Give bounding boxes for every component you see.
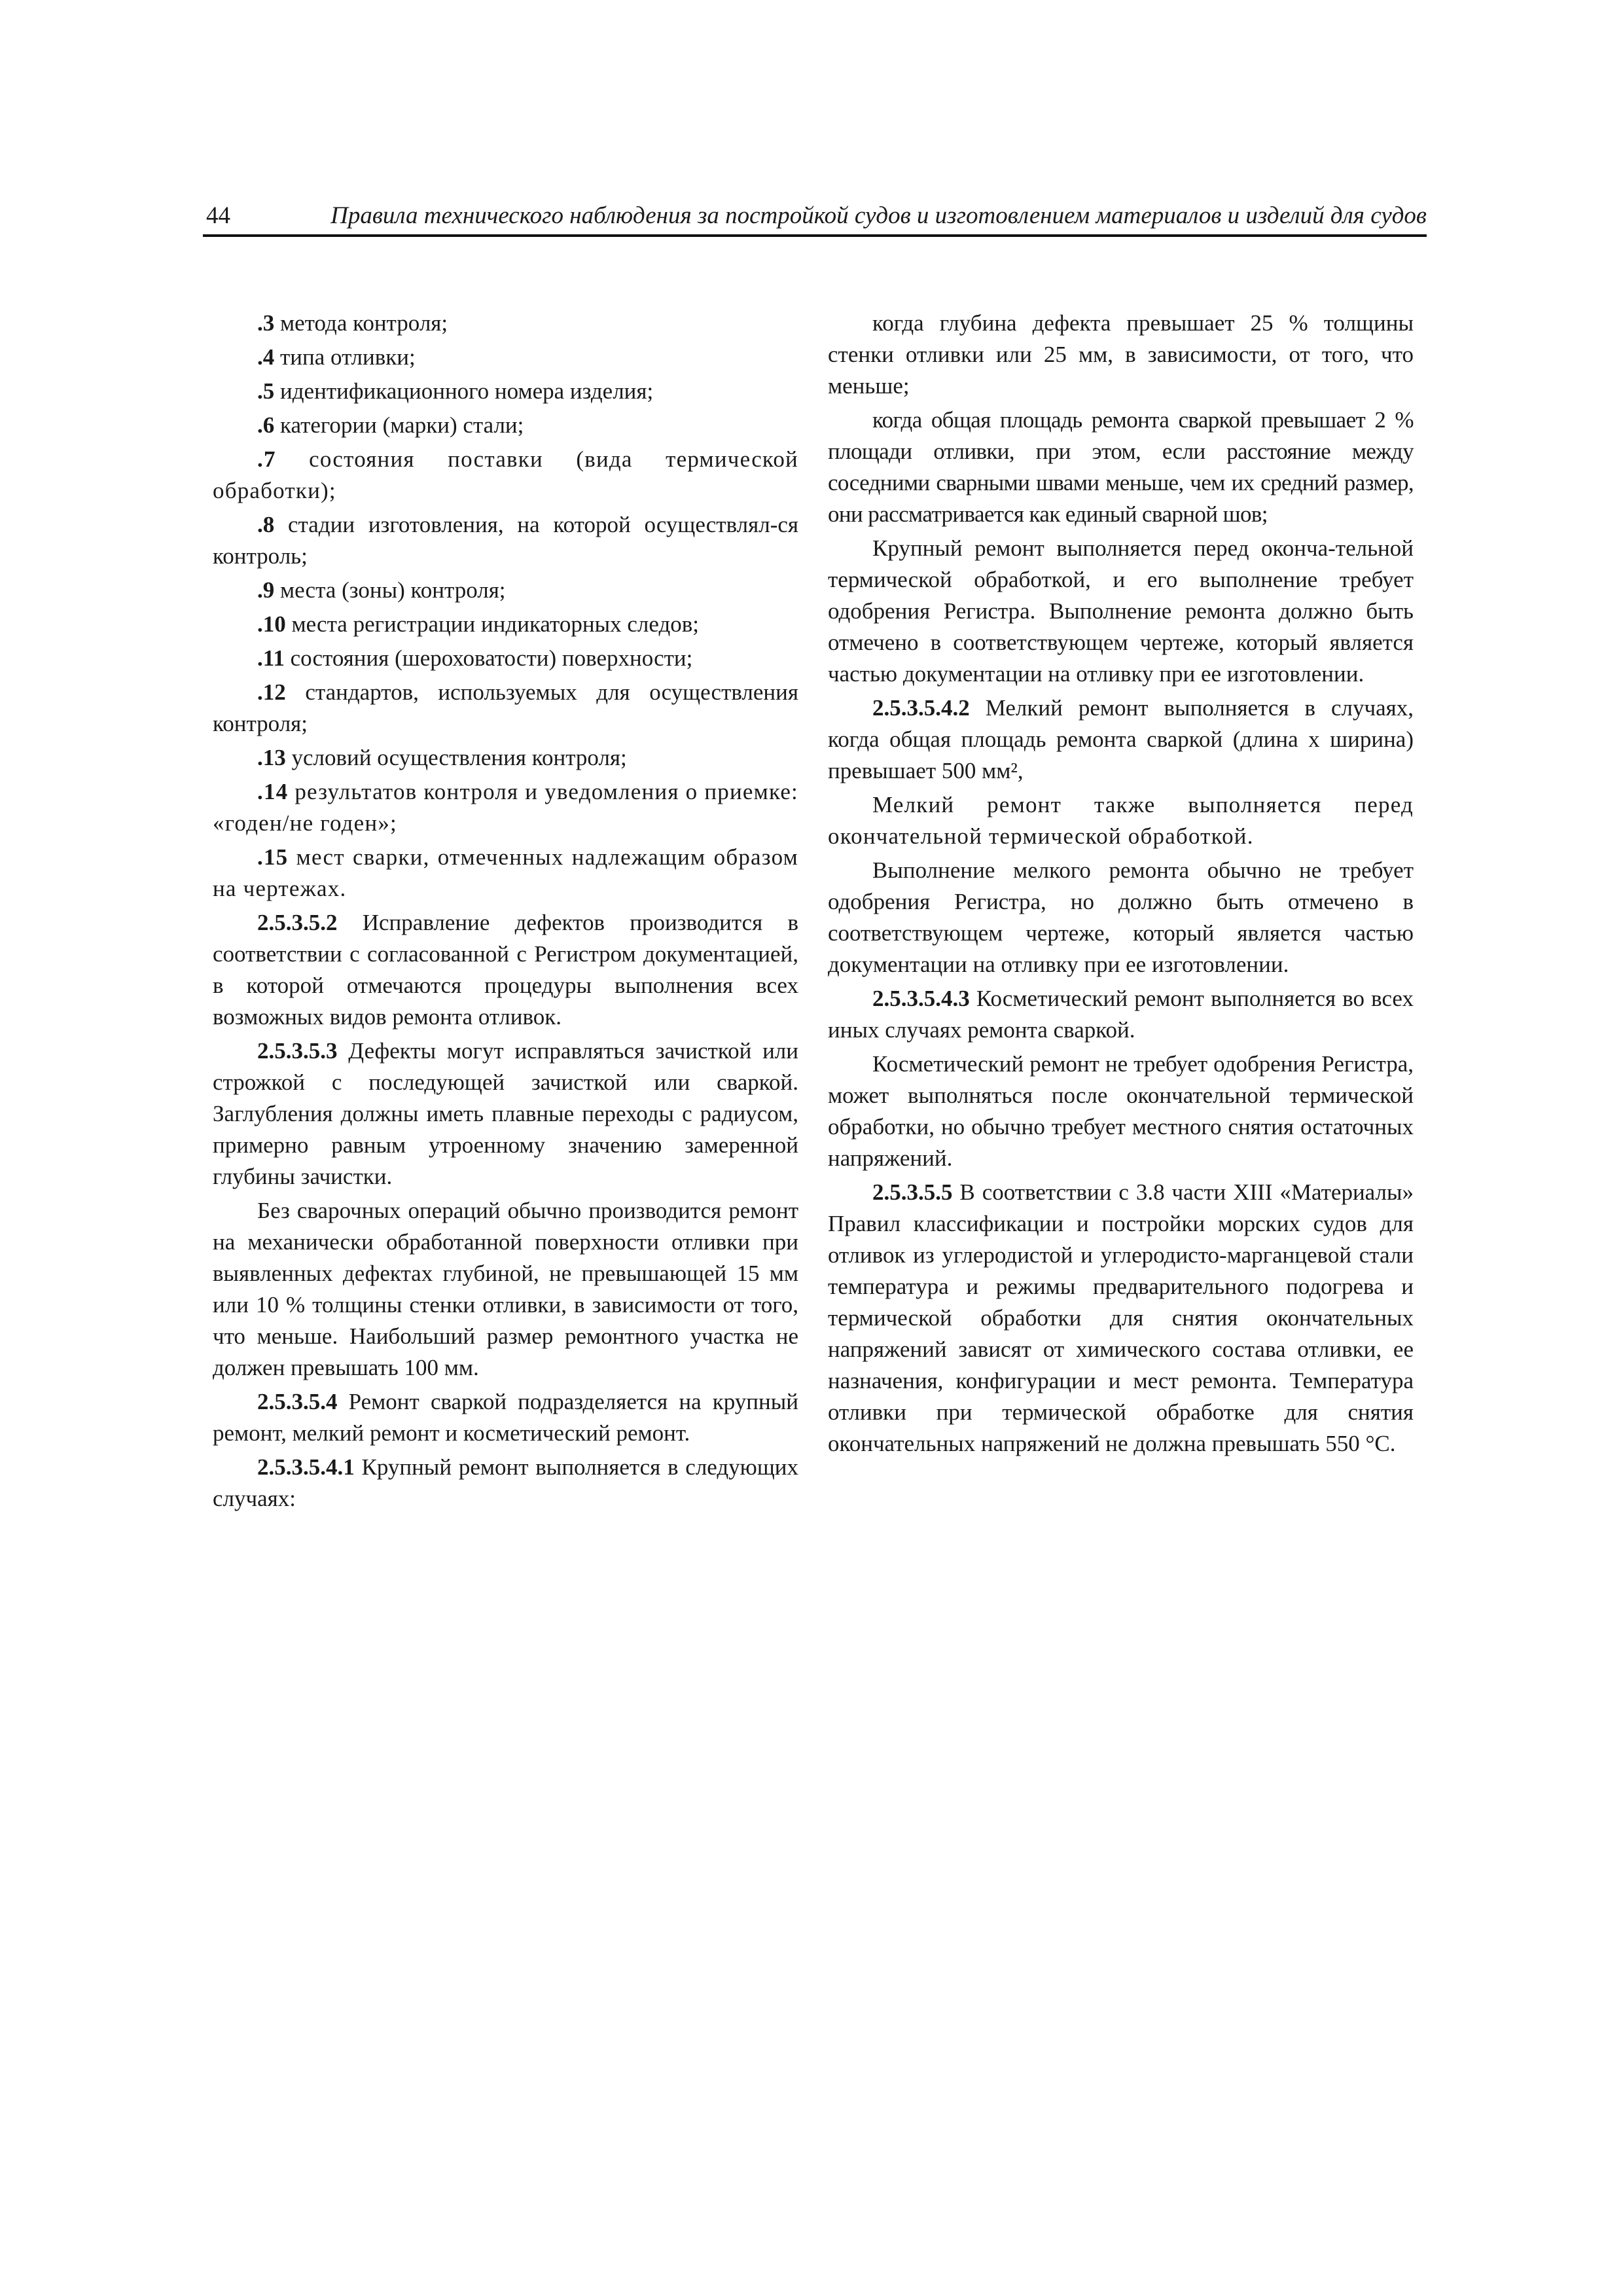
page-header: [203, 200, 1427, 237]
item-number: 2.5.3.5.4: [257, 1389, 338, 1414]
paragraph: [828, 692, 1414, 787]
item-number: .7: [257, 446, 276, 472]
paragraph: [213, 410, 798, 441]
item-text: когда общая площадь ремонта сваркой превышает 2 % площади отливки, при этом, если расстояние между соседними сварными швами меньше, чем их средний размер, они рассматривается как единый сварной шов;: [828, 407, 1414, 527]
paragraph: [828, 1049, 1414, 1174]
item-number: 2.5.3.5.4.2: [872, 695, 970, 721]
paragraph: [828, 983, 1414, 1046]
running-title: Правила технического наблюдения за постройкой судов и изготовлением материалов и изделий для судов: [330, 202, 1427, 229]
paragraph: [213, 1452, 798, 1515]
item-text: идентификационного номера изделия;: [274, 378, 654, 404]
paragraph: [828, 404, 1414, 530]
paragraph: [213, 842, 798, 905]
item-text: типа отливки;: [274, 344, 416, 370]
item-text: места регистрации индикаторных следов;: [285, 611, 700, 637]
item-number: .11: [257, 645, 285, 671]
right-column: [828, 308, 1414, 1462]
item-text: состояния поставки (вида термической обработки);: [213, 446, 798, 503]
item-text: Ремонт сваркой подразделяется на крупный ремонт, мелкий ремонт и косметический ремонт.: [213, 1389, 798, 1446]
item-number: .14: [257, 779, 289, 804]
paragraph: [213, 609, 798, 640]
item-number: 2.5.3.5.2: [257, 910, 338, 935]
item-text: В соответствии с 3.8 части XIII «Материалы» Правил классификации и постройки морских судов для отливок из углеродистой и углеродисто-марганцевой стали температура и режимы предварительного подогрева и термической обработки для снятия окончательных напряжений зависят от химического состава отливки, ее назначения, конфигурации и мест ремонта. Температура отливки при термической обработке для снятия окончательных напряжений не должна превышать 550 °С.: [828, 1179, 1414, 1456]
item-text: Дефекты могут исправляться зачисткой или строжкой с последующей зачисткой или сваркой. Заглубления должны иметь плавные переходы с радиусом, примерно равным утроенному значению замеренной глубины зачистки.: [213, 1038, 798, 1189]
paragraph: [213, 1386, 798, 1449]
item-number: .4: [257, 344, 275, 370]
item-number: .3: [257, 310, 275, 336]
paragraph: [213, 907, 798, 1033]
paragraph: [213, 444, 798, 507]
paragraph: [213, 376, 798, 407]
paragraph: [213, 1195, 798, 1384]
paragraph: [213, 575, 798, 606]
item-text: Мелкий ремонт выполняется в случаях, когда общая площадь ремонта сваркой (длина х ширина) превышает 500 мм²,: [828, 695, 1414, 783]
paragraph: [213, 776, 798, 839]
item-number: .15: [257, 844, 289, 870]
item-number: .6: [257, 412, 275, 438]
item-text: когда глубина дефекта превышает 25 % толщины стенки отливки или 25 мм, в зависимости, от того, что меньше;: [828, 310, 1414, 399]
item-text: мест сварки, отмеченных надлежащим образом на чертежах.: [213, 844, 798, 901]
paragraph: [213, 509, 798, 572]
item-text: метода контроля;: [274, 310, 448, 336]
item-text: категории (марки) стали;: [274, 412, 524, 438]
item-number: 2.5.3.5.4.1: [257, 1454, 355, 1480]
item-text: стадии изготовления, на которой осуществлял-ся контроль;: [213, 512, 798, 569]
item-text: условий осуществления контроля;: [285, 745, 627, 770]
paragraph: [828, 308, 1414, 402]
item-text: Косметический ремонт выполняется во всех иных случаях ремонта сваркой.: [828, 986, 1414, 1043]
item-text: места (зоны) контроля;: [274, 577, 506, 603]
item-number: 2.5.3.5.4.3: [872, 986, 970, 1011]
paragraph: [213, 1035, 798, 1193]
item-text: Мелкий ремонт также выполняется перед окончательной термической обработкой.: [828, 792, 1414, 849]
paragraph: [213, 742, 798, 774]
item-number: .13: [257, 745, 286, 770]
paragraph: [828, 789, 1414, 852]
paragraph: [213, 677, 798, 740]
paragraph: [213, 643, 798, 674]
item-number: .10: [257, 611, 286, 637]
page-number: 44: [206, 202, 230, 229]
item-number: .8: [257, 512, 275, 537]
paragraph: [828, 855, 1414, 980]
left-column: [213, 308, 798, 1517]
paragraph: [828, 533, 1414, 690]
item-text: Крупный ремонт выполняется перед оконча-тельной термической обработкой, и его выполнение требует одобрения Регистра. Выполнение ремонта должно быть отмечено в соответствующем чертеже, который является частью документации на отливку при ее изготовлении.: [828, 535, 1414, 687]
item-text: стандартов, используемых для осуществления контроля;: [213, 679, 798, 736]
item-text: результатов контроля и уведомления о приемке: «годен/не годен»;: [213, 779, 798, 836]
item-text: Без сварочных операций обычно производится ремонт на механически обработанной поверхности отливки при выявленных дефектах глубиной, не превышающей 15 мм или 10 % толщины стенки отливки, в зависимости от того, что меньше. Наибольший размер ремонтного участка не должен превышать 100 мм.: [213, 1198, 798, 1380]
item-number: 2.5.3.5.5: [872, 1179, 953, 1205]
item-number: .9: [257, 577, 275, 603]
item-number: .12: [257, 679, 286, 705]
paragraph: [213, 342, 798, 373]
paragraph: [828, 1177, 1414, 1460]
item-number: 2.5.3.5.3: [257, 1038, 338, 1064]
item-text: Исправление дефектов производится в соответствии с согласованной с Регистром документацией, в которой отмечаются процедуры выполнения всех возможных видов ремонта отливок.: [213, 910, 798, 1030]
item-text: состояния (шероховатости) поверхности;: [284, 645, 693, 671]
item-text: Крупный ремонт выполняется в следующих случаях:: [213, 1454, 798, 1511]
item-text: Косметический ремонт не требует одобрения Регистра, может выполняться после окончательной термической обработки, но обычно требует местного снятия остаточных напряжений.: [828, 1051, 1414, 1171]
paragraph: [213, 308, 798, 339]
item-text: Выполнение мелкого ремонта обычно не требует одобрения Регистра, но должно быть отмечено в соответствующем чертеже, который является частью документации на отливку при ее изготовлении.: [828, 857, 1414, 977]
header-rule: [203, 234, 1427, 237]
item-number: .5: [257, 378, 275, 404]
